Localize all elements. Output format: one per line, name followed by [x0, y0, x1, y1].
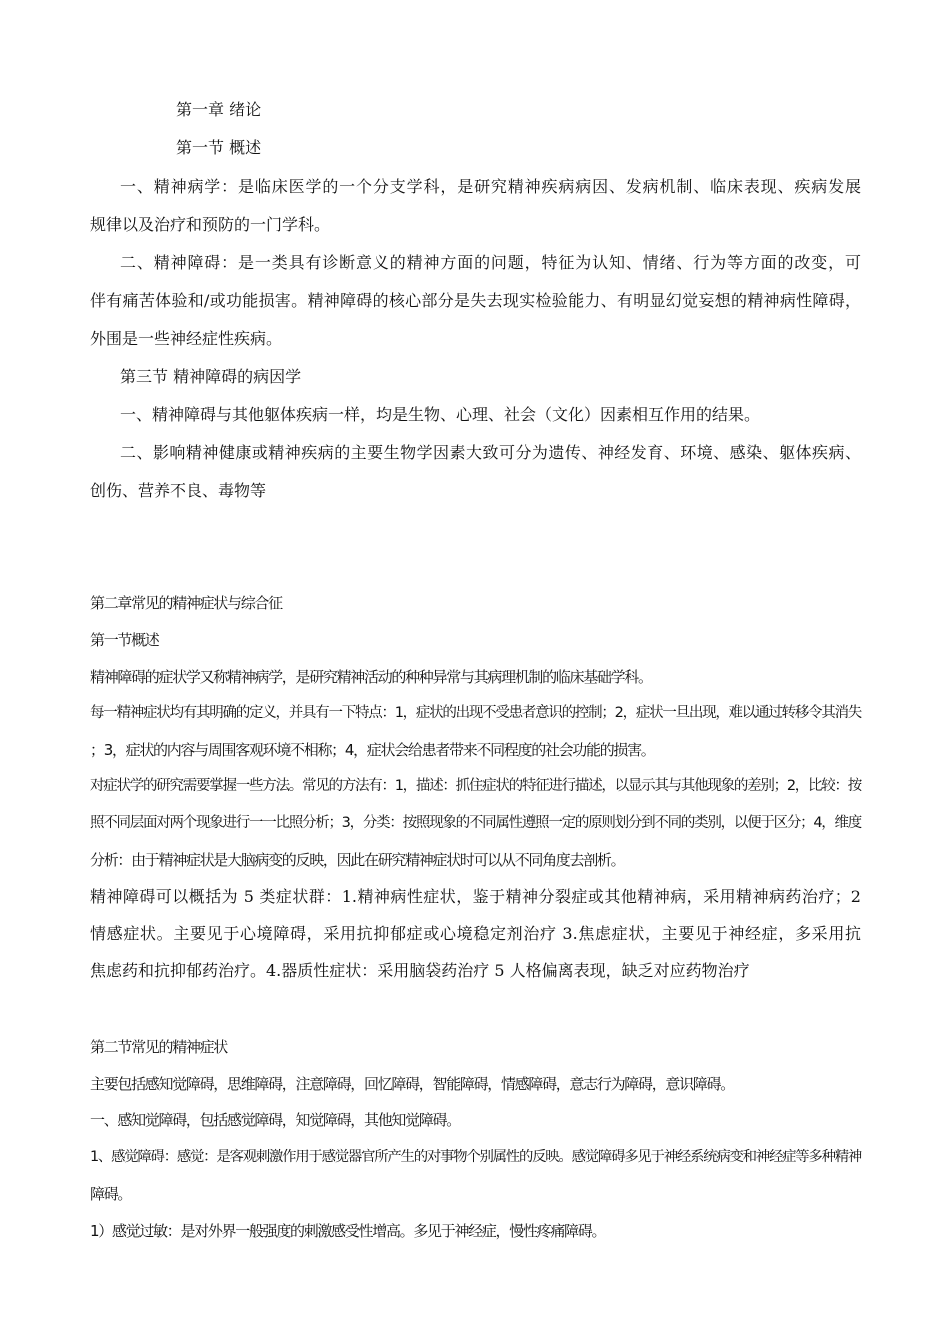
chapter-2-title: 第二章常见的精神症状与综合征	[90, 594, 282, 612]
ch2-p4-line-2: 情感症状。主要见于心境障碍，采用抗抑郁症或心境稳定剂治疗 3.焦虑症状，主要见于神经症，多采用抗	[90, 924, 861, 943]
ch1-p4-line-2: 创伤、营养不良、毒物等	[90, 481, 267, 500]
ch2-p3-line-1: 对症状学的研究需要掌握一些方法。常见的方法有：1，描述：抓住症状的特征进行描述，以显示其与其他现象的差别；2，比较：按	[90, 778, 861, 794]
ch1-p2-line-1: 二、精神障碍：是一类具有诊断意义的精神方面的问题，特征为认知、情绪、行为等方面的改变，可	[120, 253, 861, 272]
ch2-p5: 主要包括感知觉障碍，思维障碍，注意障碍，回忆障碍，智能障碍，情感障碍，意志行为障碍，意识障碍。	[90, 1075, 734, 1093]
chapter-1-section-1-title: 第一节 概述	[176, 138, 262, 157]
chapter-1-title: 第一章 绪论	[176, 100, 262, 119]
chapter-2-section-2-title: 第二节常见的精神症状	[90, 1038, 228, 1056]
ch2-p2-line-2: ；3，症状的内容与周围客观环境不相称；4，症状会给患者带来不同程度的社会功能的损害。	[90, 741, 655, 759]
ch2-p4-line-1: 精神障碍可以概括为 5 类症状群：1.精神病性症状，鉴于精神分裂症或其他精神病，采用精神病药治疗；2	[90, 887, 861, 906]
ch1-p3: 一、精神障碍与其他躯体疾病一样，均是生物、心理、社会（文化）因素相互作用的结果。	[120, 405, 761, 424]
ch2-p1: 精神障碍的症状学又称精神病学，是研究精神活动的种种异常与其病理机制的临床基础学科。	[90, 668, 652, 686]
ch1-p2-line-2: 伴有痛苦体验和/或功能损害。精神障碍的核心部分是失去现实检验能力、有明显幻觉妄想的精神病性障碍，	[90, 291, 861, 310]
chapter-1-section-3-title: 第三节 精神障碍的病因学	[120, 367, 302, 386]
ch2-p8: 1）感觉过敏：是对外界一般强度的刺激感受性增高。多见于神经症，慢性疼痛障碍。	[90, 1222, 606, 1240]
ch2-p4-line-3: 焦虑药和抗抑郁药治疗。4.器质性症状：采用脑袋药治疗 5 人格偏离表现，缺乏对应药物治疗	[90, 961, 750, 980]
ch1-p1-line-1: 一、精神病学：是临床医学的一个分支学科，是研究精神疾病病因、发病机制、临床表现、疾病发展	[120, 177, 861, 196]
chapter-2-section-1-title: 第一节概述	[90, 631, 159, 649]
ch2-p2-line-1: 每一精神症状均有其明确的定义，并具有一下特点：1，症状的出现不受患者意识的控制；2，症状一旦出现，难以通过转移令其消失	[90, 705, 861, 721]
ch2-p3-line-3: 分析：由于精神症状是大脑病变的反映，因此在研究精神症状时可以从不同角度去剖析。	[90, 851, 625, 869]
ch2-p7-line-1: 1、感觉障碍：感觉：是客观刺激作用于感觉器官所产生的对事物个别属性的反映。感觉障碍多见于神经系统病变和神经症等多种精神	[90, 1149, 861, 1165]
ch1-p4-line-1: 二、影响精神健康或精神疾病的主要生物学因素大致可分为遗传、神经发育、环境、感染、躯体疾病、	[120, 443, 861, 462]
ch2-p7-line-2: 障碍。	[90, 1185, 132, 1203]
ch1-p2-line-3: 外围是一些神经症性疾病。	[90, 329, 283, 348]
ch1-p1-line-2: 规律以及治疗和预防的一门学科。	[90, 215, 331, 234]
ch2-p3-line-2: 照不同层面对两个现象进行一一比照分析；3，分类：按照现象的不同属性遵照一定的原则划分到不同的类别，以便于区分；4，维度	[90, 815, 861, 831]
ch2-p6: 一、感知觉障碍，包括感觉障碍，知觉障碍，其他知觉障碍。	[90, 1111, 460, 1129]
